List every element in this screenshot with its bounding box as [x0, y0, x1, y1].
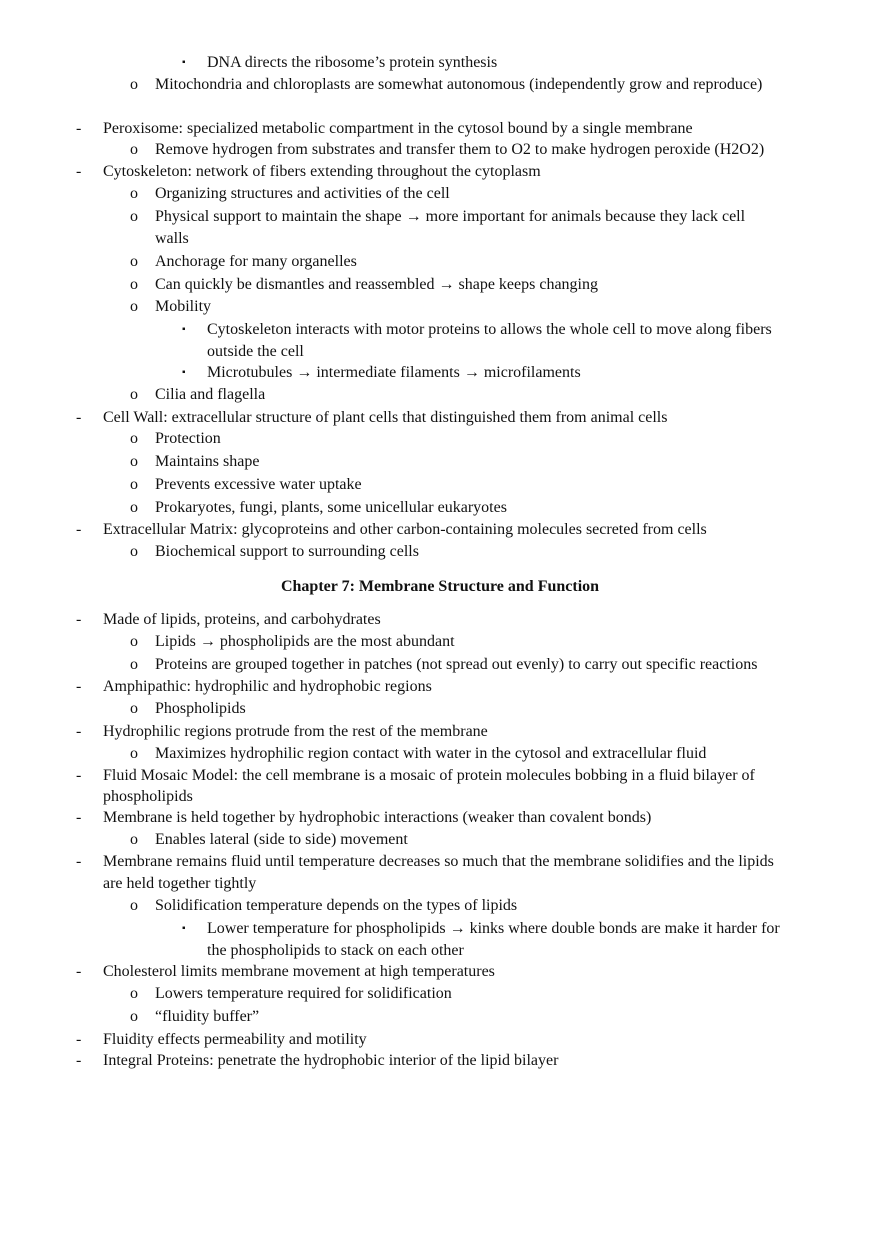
dash-bullet-icon: -	[76, 120, 82, 137]
dash-bullet-icon: -	[76, 163, 82, 180]
list-item: - Integral Proteins: penetrate the hydrophobic interior of the lipid bilayer	[0, 1050, 880, 1072]
circle-bullet-icon: o	[130, 430, 138, 447]
list-item: o Anchorage for many organelles	[0, 251, 880, 273]
dash-bullet-icon: -	[76, 809, 82, 826]
list-item: - Cholesterol limits membrane movement at high temperatures	[0, 961, 880, 983]
list-item: o Lowers temperature required for solidification	[0, 983, 880, 1005]
list-item: - Fluid Mosaic Model: the cell membrane is a mosaic of protein molecules bobbing in a fluid bilayer of	[0, 765, 880, 787]
circle-bullet-icon: o	[130, 831, 138, 848]
circle-bullet-icon: o	[130, 76, 138, 93]
dash-bullet-icon: -	[76, 678, 82, 695]
list-item: o Prevents excessive water uptake	[0, 474, 880, 496]
circle-bullet-icon: o	[130, 185, 138, 202]
list-item: o Cilia and flagella	[0, 384, 880, 406]
circle-bullet-icon: o	[130, 633, 138, 650]
list-item: o Lipids → phospholipids are the most abundant	[0, 631, 880, 653]
dash-bullet-icon: -	[76, 767, 82, 784]
dash-bullet-icon: -	[76, 1031, 82, 1048]
list-item: ▪ Microtubules → intermediate filaments → microfilaments	[0, 362, 880, 384]
circle-bullet-icon: o	[130, 985, 138, 1002]
list-item: o Can quickly be dismantles and reassembled → shape keeps changing	[0, 274, 880, 296]
circle-bullet-icon: o	[130, 656, 138, 673]
list-item: - Extracellular Matrix: glycoproteins and other carbon-containing molecules secreted from cells	[0, 519, 880, 541]
circle-bullet-icon: o	[130, 276, 138, 293]
dash-bullet-icon: -	[76, 1052, 82, 1069]
list-item: o Maximizes hydrophilic region contact with water in the cytosol and extracellular fluid	[0, 743, 880, 765]
list-item-continuation: outside the cell	[207, 343, 304, 360]
dash-bullet-icon: -	[76, 611, 82, 628]
list-item: o Mobility	[0, 296, 880, 318]
circle-bullet-icon: o	[130, 700, 138, 717]
circle-bullet-icon: o	[130, 141, 138, 158]
list-item-continuation: walls	[155, 230, 189, 247]
list-item: o Biochemical support to surrounding cells	[0, 541, 880, 563]
dash-bullet-icon: -	[76, 521, 82, 538]
square-bullet-icon: ▪	[182, 57, 186, 68]
list-item-continuation: phospholipids	[103, 788, 193, 805]
list-item: - Cell Wall: extracellular structure of plant cells that distinguished them from animal cells	[0, 407, 880, 429]
list-item: o Proteins are grouped together in patches (not spread out evenly) to carry out specific reactions	[0, 654, 880, 676]
list-item: o “fluidity buffer”	[0, 1006, 880, 1028]
circle-bullet-icon: o	[130, 745, 138, 762]
list-item: - Made of lipids, proteins, and carbohydrates	[0, 609, 880, 631]
circle-bullet-icon: o	[130, 208, 138, 225]
square-bullet-icon: ▪	[182, 367, 186, 378]
list-item: - Membrane remains fluid until temperature decreases so much that the membrane solidifies and the lipids	[0, 851, 880, 873]
list-item: o Phospholipids	[0, 698, 880, 720]
circle-bullet-icon: o	[130, 897, 138, 914]
list-item: ▪ Cytoskeleton interacts with motor proteins to allows the whole cell to move along fibers	[0, 319, 880, 341]
circle-bullet-icon: o	[130, 386, 138, 403]
list-item: o Protection	[0, 428, 880, 450]
circle-bullet-icon: o	[130, 543, 138, 560]
circle-bullet-icon: o	[130, 298, 138, 315]
list-item: ▪ DNA directs the ribosome’s protein synthesis	[0, 52, 880, 74]
list-item: - Fluidity effects permeability and motility	[0, 1029, 880, 1051]
square-bullet-icon: ▪	[182, 324, 186, 335]
list-item: ▪ Lower temperature for phospholipids → kinks where double bonds are make it harder for	[0, 918, 880, 940]
list-item: o Enables lateral (side to side) movement	[0, 829, 880, 851]
dash-bullet-icon: -	[76, 723, 82, 740]
list-item: - Membrane is held together by hydrophobic interactions (weaker than covalent bonds)	[0, 807, 880, 829]
dash-bullet-icon: -	[76, 853, 82, 870]
circle-bullet-icon: o	[130, 1008, 138, 1025]
circle-bullet-icon: o	[130, 253, 138, 270]
circle-bullet-icon: o	[130, 499, 138, 516]
list-item: - Peroxisome: specialized metabolic compartment in the cytosol bound by a single membrane	[0, 118, 880, 140]
dash-bullet-icon: -	[76, 963, 82, 980]
list-item: o Solidification temperature depends on the types of lipids	[0, 895, 880, 917]
list-item: - Hydrophilic regions protrude from the rest of the membrane	[0, 721, 880, 743]
chapter-heading: Chapter 7: Membrane Structure and Function	[280, 578, 600, 595]
list-item-continuation: are held together tightly	[103, 875, 257, 892]
list-item: o Remove hydrogen from substrates and transfer them to O2 to make hydrogen peroxide (H2O2)	[0, 139, 880, 161]
list-item: o Mitochondria and chloroplasts are somewhat autonomous (independently grow and reproduce)	[0, 74, 880, 96]
list-item: o Maintains shape	[0, 451, 880, 473]
list-item-continuation: the phospholipids to stack on each other	[207, 942, 464, 959]
list-item: - Amphipathic: hydrophilic and hydrophobic regions	[0, 676, 880, 698]
circle-bullet-icon: o	[130, 453, 138, 470]
list-item: o Organizing structures and activities of the cell	[0, 183, 880, 205]
list-item: o Prokaryotes, fungi, plants, some unicellular eukaryotes	[0, 497, 880, 519]
dash-bullet-icon: -	[76, 409, 82, 426]
list-item: o Physical support to maintain the shape → more important for animals because they lack cell	[0, 206, 880, 228]
circle-bullet-icon: o	[130, 476, 138, 493]
square-bullet-icon: ▪	[182, 923, 186, 934]
list-item: - Cytoskeleton: network of fibers extending throughout the cytoplasm	[0, 161, 880, 183]
